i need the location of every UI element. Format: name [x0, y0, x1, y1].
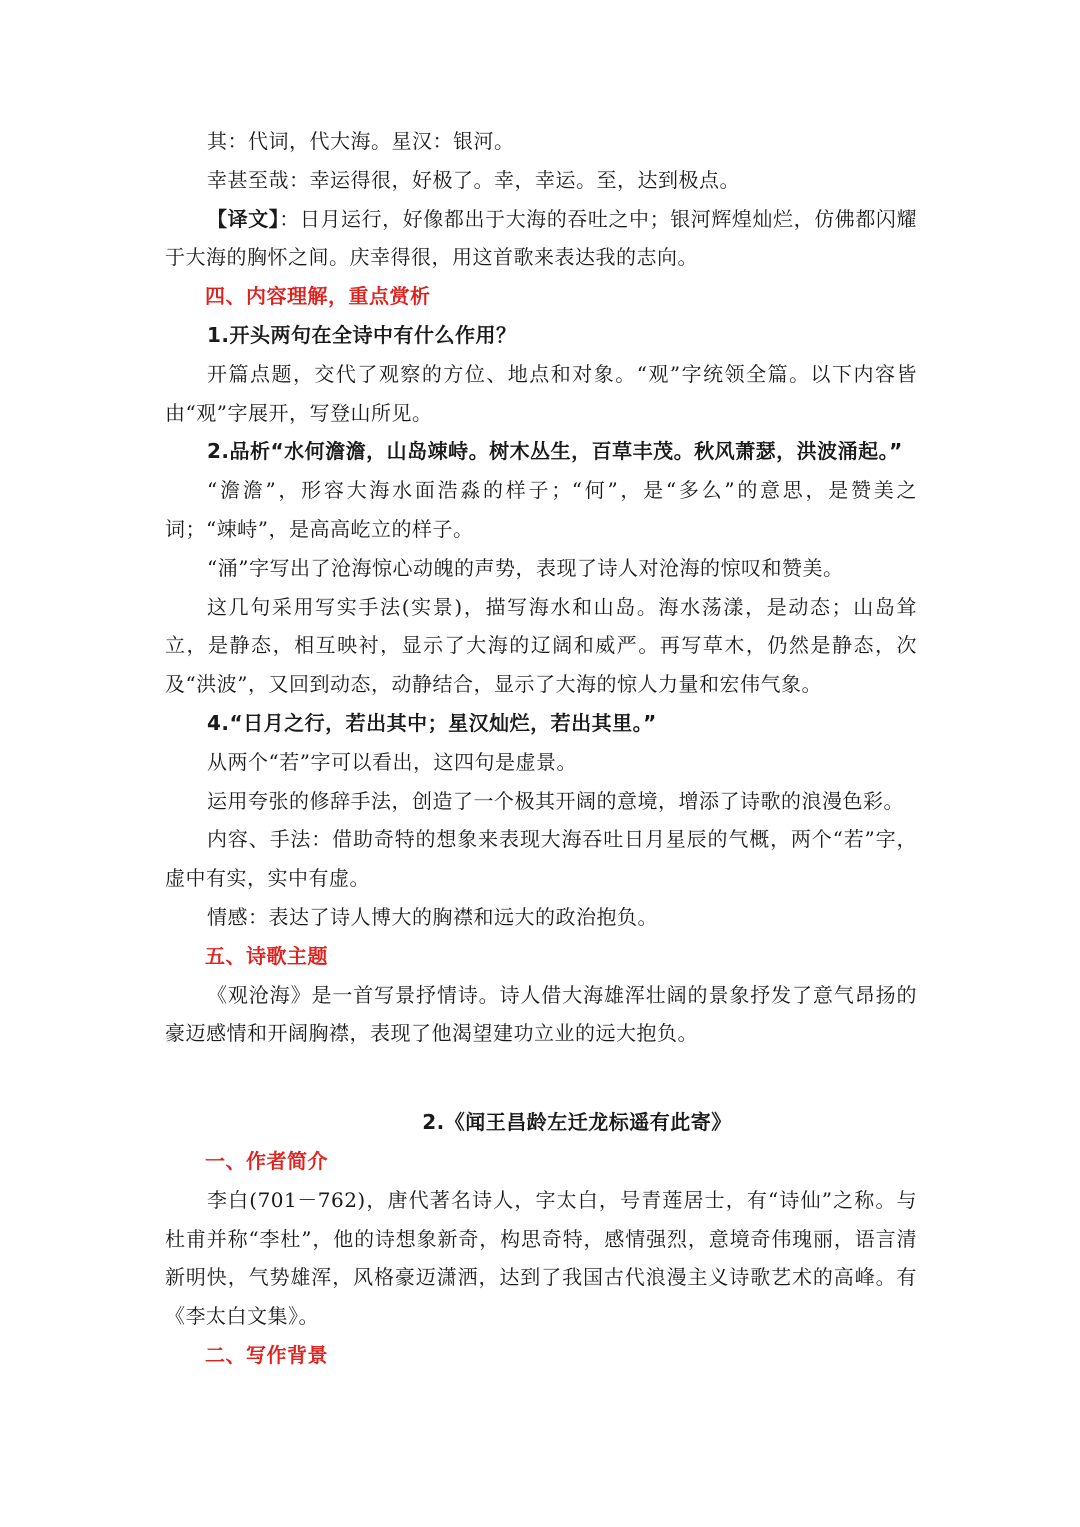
author-heading: 一、作者简介 — [205, 1148, 328, 1173]
answer-1: 开篇点题，交代了观察的方位、地点和对象。“观”字统领全篇。以下内容皆由“观”字展开，写登山所见。 — [165, 361, 917, 425]
question-2: 2.品析“水何澹澹，山岛竦峙。树木丛生，百草丰茂。秋风萧瑟，洪波涌起。” — [207, 439, 903, 464]
section4-heading: 四、内容理解，重点赏析 — [205, 284, 431, 309]
question-4: 4.“日月之行，若出其中；星汉灿烂，若出其里。” — [207, 710, 657, 735]
answer-4-p4: 情感：表达了诗人博大的胸襟和远大的政治抱负。 — [207, 904, 658, 929]
author-text: 李白(701－762)，唐代著名诗人，字太白，号青莲居士，有“诗仙”之称。与杜甫并称“李杜”，他的诗想象新奇，构思奇特，感情强烈，意境奇伟瑰丽，语言清新明快，气势雄浑，风格豪迈潇洒，达到了我国古代浪漫主义诗歌艺术的高峰。有《李太白文集》。 — [165, 1187, 917, 1329]
section5-heading: 五、诗歌主题 — [205, 943, 328, 968]
translation-label: 【译文】 — [207, 206, 280, 231]
answer-2-p3: 这几句采用写实手法(实景)，描写海水和山岛。海水荡漾，是动态；山岛耸立，是静态，相互映衬，显示了大海的辽阔和威严。再写草木，仍然是静态，次及“洪波”，又回到动态，动静结合，显示了大海的惊人力量和宏伟气象。 — [165, 594, 917, 697]
answer-4-p1: 从两个“若”字可以看出，这四句是虚景。 — [207, 749, 577, 774]
answer-2-p2: “涌”字写出了沧海惊心动魄的声势，表现了诗人对沧海的惊叹和赞美。 — [207, 555, 844, 580]
translation-text: ：日月运行，好像都出于大海的吞吐之中；银河辉煌灿烂，仿佛都闪耀于大海的胸怀之间。庆幸得很，用这首歌来表达我的志向。 — [165, 206, 918, 270]
question-1: 1.开头两句在全诗中有什么作用？ — [207, 322, 517, 347]
poem2-title: 2.《闻王昌龄左迁龙标遥有此寄》 — [422, 1110, 732, 1135]
gloss-xing: 幸甚至哉：幸运得很，好极了。幸，幸运。至，达到极点。 — [207, 167, 740, 192]
theme-text: 《观沧海》是一首写景抒情诗。诗人借大海雄浑壮阔的景象抒发了意气昂扬的豪迈感情和开阔胸襟，表现了他渴望建功立业的远大抱负。 — [165, 982, 917, 1046]
gloss-qi: 其：代词，代大海。星汉：银河。 — [207, 129, 515, 153]
answer-4-p3: 内容、手法：借助奇特的想象来表现大海吞吐日月星辰的气概，两个“若”字，虚中有实，实中有虚。 — [165, 827, 917, 891]
answer-4-p2: 运用夸张的修辞手法，创造了一个极其开阔的意境，增添了诗歌的浪漫色彩。 — [207, 788, 904, 813]
answer-2-p1: “澹澹”，形容大海水面浩淼的样子；“何”，是“多么”的意思，是赞美之词；“竦峙”，是高高屹立的样子。 — [165, 478, 917, 541]
document-page — [165, 122, 917, 1375]
background-heading: 二、写作背景 — [205, 1342, 328, 1367]
translation-paragraph — [165, 200, 917, 278]
